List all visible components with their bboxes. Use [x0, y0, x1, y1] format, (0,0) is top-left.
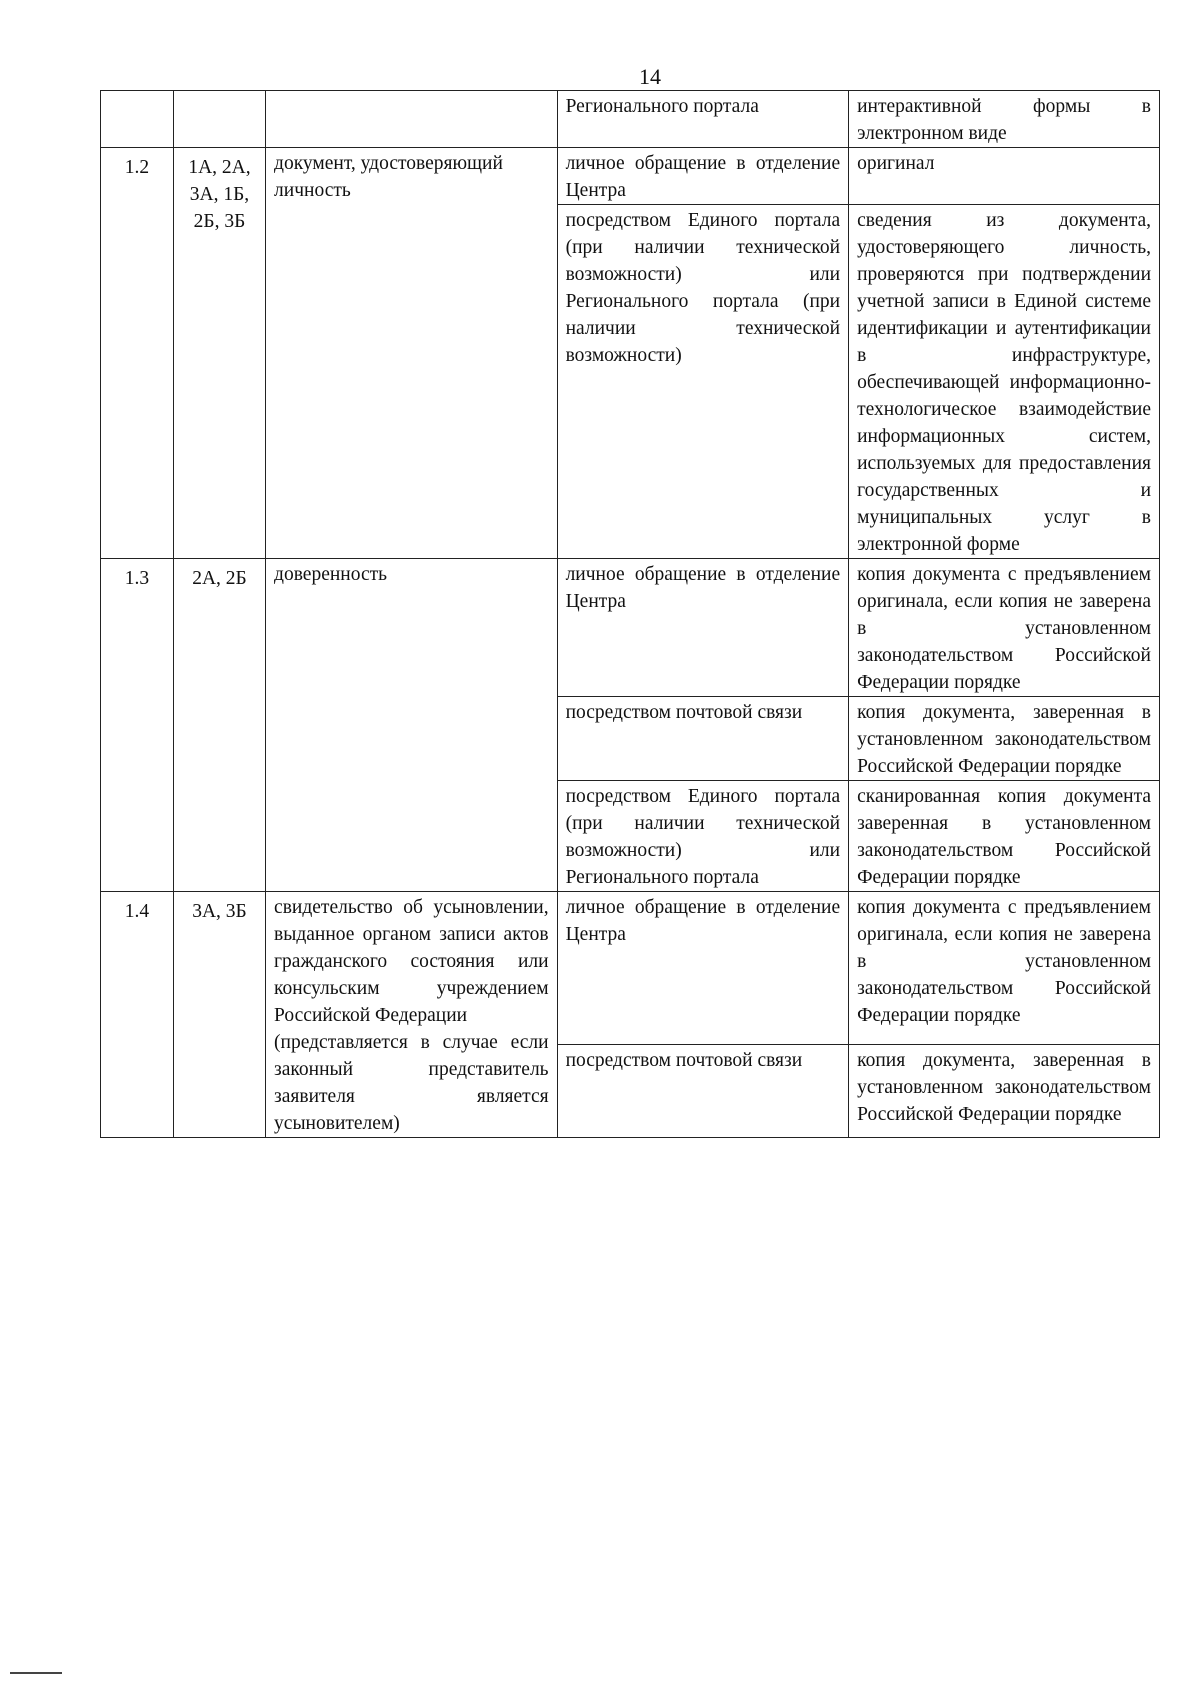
row-form: копия документа, заверенная в установленном законодательством Российской Федерации порядке	[849, 1044, 1160, 1137]
row-categories: 1А, 2А, 3А, 1Б, 2Б, 3Б	[173, 148, 265, 559]
row-categories: 3А, 3Б	[173, 892, 265, 1138]
row-method: Регионального портала	[557, 91, 849, 148]
row-number: 1.2	[101, 148, 174, 559]
row-method: посредством почтовой связи	[557, 1044, 849, 1137]
row-document: доверенность	[266, 559, 558, 892]
row-form: копия документа, заверенная в установленном законодательством Российской Федерации порядке	[849, 697, 1160, 781]
row-document-note: (представляется в случае если законный представитель заявителя является усыновителем)	[274, 1032, 549, 1134]
row-number	[101, 91, 174, 148]
row-method: посредством Единого портала (при наличии технической возможности) или Регионального портала	[557, 781, 849, 892]
row-form: оригинал	[849, 148, 1160, 205]
row-document	[266, 91, 558, 148]
row-categories	[173, 91, 265, 148]
row-document: свидетельство об усыновлении, выданное органом записи актов гражданского состояния или консульским учреждением Российской Федерации	[274, 897, 549, 1026]
row-method: посредством почтовой связи	[557, 697, 849, 781]
table-row	[101, 148, 1160, 205]
row-form: копия документа с предъявлением оригинала, если копия не заверена в установленном законодательством Российской Федерации порядке	[849, 892, 1160, 1045]
row-document: документ, удостоверяющий личность	[266, 148, 558, 559]
row-method: личное обращение в отделение Центра	[557, 892, 849, 1045]
row-method: посредством Единого портала (при наличии технической возможности) или Регионального портала (при наличии технической возможности)	[557, 205, 849, 559]
row-method: личное обращение в отделение Центра	[557, 559, 849, 697]
table-row	[101, 559, 1160, 697]
table-row	[101, 91, 1160, 148]
row-form: сведения из документа, удостоверяющего личность, проверяются при подтверждении учетной записи в Единой системе идентификации и аутентификации в инфраструктуре, обеспечивающей информационно-технологическое взаимодействие информационных систем, используемых для предоставления государственных и муниципальных услуг в электронной форме	[849, 205, 1160, 559]
documents-table	[100, 90, 1160, 1138]
row-form: копия документа с предъявлением оригинала, если копия не заверена в установленном законодательством Российской Федерации порядке	[849, 559, 1160, 697]
table-row	[101, 892, 1160, 1045]
page-margin-mark	[10, 1672, 62, 1674]
row-number: 1.3	[101, 559, 174, 892]
row-form: интерактивной формы в электронном виде	[849, 91, 1160, 148]
row-document-cell	[266, 892, 558, 1138]
row-form: сканированная копия документа заверенная в установленном законодательством Российской Федерации порядке	[849, 781, 1160, 892]
page-number: 14	[639, 64, 661, 89]
row-number: 1.4	[101, 892, 174, 1138]
row-method: личное обращение в отделение Центра	[557, 148, 849, 205]
row-categories: 2А, 2Б	[173, 559, 265, 892]
